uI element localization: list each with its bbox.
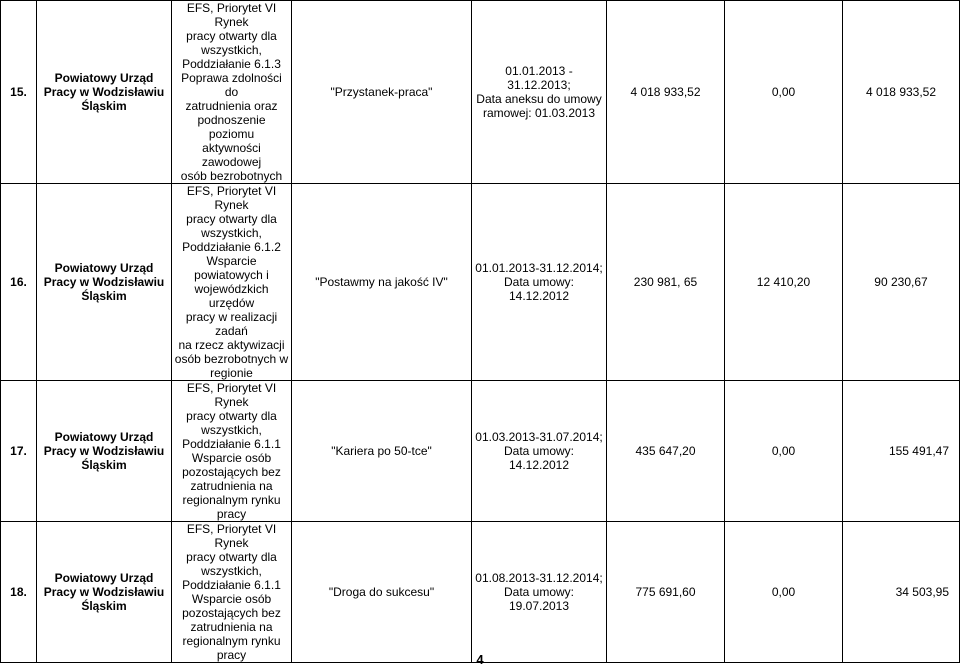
table-row — [1, 1, 960, 184]
middle-value-cell: 0,00 — [725, 522, 843, 663]
program-line: aktywności zawodowej — [201, 141, 262, 169]
dates-line: 01.08.2013-31.12.2014; — [475, 571, 603, 585]
program-cell — [172, 1, 292, 184]
total-value-cell: 230 981, 65 — [607, 184, 725, 381]
program-line: Poddziałanie 6.1.2 — [182, 240, 281, 254]
program-line: Wsparcie osób — [191, 592, 272, 606]
institution-cell: Powiatowy Urząd Pracy w Wodzisławiu Śląskim — [37, 184, 172, 381]
dates-line: 01.01.2013-31.12.2014; — [475, 261, 603, 275]
dates-line: Data umowy: 14.12.2012 — [503, 275, 575, 303]
program-line: wojewódzkich urzędów — [194, 282, 269, 310]
table-row — [1, 184, 960, 381]
dates-line: 19.07.2013 — [508, 599, 570, 613]
dates-line: Data umowy: — [503, 444, 575, 458]
dates-line: Data umowy: — [503, 585, 575, 599]
program-line: pracy otwarty dla — [186, 409, 277, 423]
row-number: 16. — [1, 184, 37, 381]
program-line: Poddziałanie 6.1.3 — [182, 57, 281, 71]
dates-line: Data aneksu do umowy — [476, 92, 602, 106]
last-value-cell: 155 491,47 — [843, 381, 960, 522]
project-name-cell: "Droga do sukcesu" — [292, 522, 472, 663]
dates-cell — [472, 522, 607, 663]
last-value-cell: 34 503,95 — [843, 522, 960, 663]
program-line: zatrudnienia na — [190, 479, 273, 493]
total-value-cell: 4 018 933,52 — [607, 1, 725, 184]
program-cell — [172, 381, 292, 522]
program-cell — [172, 184, 292, 381]
dates-line: 01.01.2013 - 31.12.2013; — [505, 64, 573, 92]
row-number: 17. — [1, 381, 37, 522]
middle-value-cell: 12 410,20 — [725, 184, 843, 381]
program-line: pracy otwarty dla — [186, 550, 277, 564]
dates-cell — [472, 184, 607, 381]
total-value-cell: 435 647,20 — [607, 381, 725, 522]
program-line: podnoszenie poziomu — [197, 113, 266, 141]
program-line: pracy w realizacji zadań — [185, 310, 278, 338]
program-line: na rzecz aktywizacji — [178, 338, 285, 352]
program-line: wszystkich, — [201, 226, 262, 240]
program-line: Wsparcie osób — [191, 451, 272, 465]
dates-cell — [472, 381, 607, 522]
program-line: pracy otwarty dla — [186, 29, 277, 43]
program-line: EFS, Priorytet VI Rynek — [186, 1, 277, 29]
program-line: Poddziałanie 6.1.1 — [182, 437, 281, 451]
project-name-cell: "Kariera po 50-tce" — [292, 381, 472, 522]
dates-cell — [472, 1, 607, 184]
program-line: EFS, Priorytet VI Rynek — [186, 522, 277, 550]
dates-line: 14.12.2012 — [508, 458, 570, 472]
program-line: zatrudnienia na — [190, 620, 273, 634]
project-name-cell: "Przystanek-praca" — [292, 1, 472, 184]
table-row — [1, 381, 960, 522]
program-line: pozostających bez — [182, 465, 281, 479]
program-line: osób bezrobotnych w — [174, 352, 289, 366]
program-line: EFS, Priorytet VI Rynek — [186, 381, 277, 409]
program-line: wszystkich, — [201, 564, 262, 578]
program-line: pracy otwarty dla — [186, 212, 277, 226]
program-line: wszystkich, — [201, 43, 262, 57]
program-cell — [172, 522, 292, 663]
row-number: 15. — [1, 1, 37, 184]
total-value-cell: 775 691,60 — [607, 522, 725, 663]
last-value-cell: 90 230,67 — [843, 184, 960, 381]
middle-value-cell: 0,00 — [725, 1, 843, 184]
institution-cell: Powiatowy Urząd Pracy w Wodzisławiu Śląskim — [37, 381, 172, 522]
program-line: pracy — [216, 648, 247, 662]
dates-line: 01.03.2013-31.07.2014; — [475, 430, 603, 444]
middle-value-cell: 0,00 — [725, 381, 843, 522]
program-line: regionalnym rynku — [182, 634, 281, 648]
program-line: regionie — [210, 366, 253, 380]
program-line: EFS, Priorytet VI Rynek — [186, 184, 277, 212]
page-number: 4 — [476, 652, 484, 667]
program-line: zatrudnienia oraz — [185, 99, 278, 113]
program-line: regionalnym rynku — [182, 493, 281, 507]
program-line: osób bezrobotnych — [180, 169, 283, 183]
dates-line: ramowej: 01.03.2013 — [482, 106, 596, 120]
program-line: pracy — [216, 507, 247, 521]
table-row — [1, 522, 960, 663]
institution-cell: Powiatowy Urząd Pracy w Wodzisławiu Śląskim — [37, 522, 172, 663]
row-number: 18. — [1, 522, 37, 663]
last-value-cell: 4 018 933,52 — [843, 1, 960, 184]
program-line: pozostających bez — [182, 606, 281, 620]
program-line: wszystkich, — [201, 423, 262, 437]
program-line: Poprawa zdolności do — [181, 71, 282, 99]
institution-cell: Powiatowy Urząd Pracy w Wodzisławiu Śląskim — [37, 1, 172, 184]
program-line: Wsparcie powiatowych i — [194, 254, 269, 282]
project-name-cell: "Postawmy na jakość IV" — [292, 184, 472, 381]
program-line: Poddziałanie 6.1.1 — [182, 578, 281, 592]
